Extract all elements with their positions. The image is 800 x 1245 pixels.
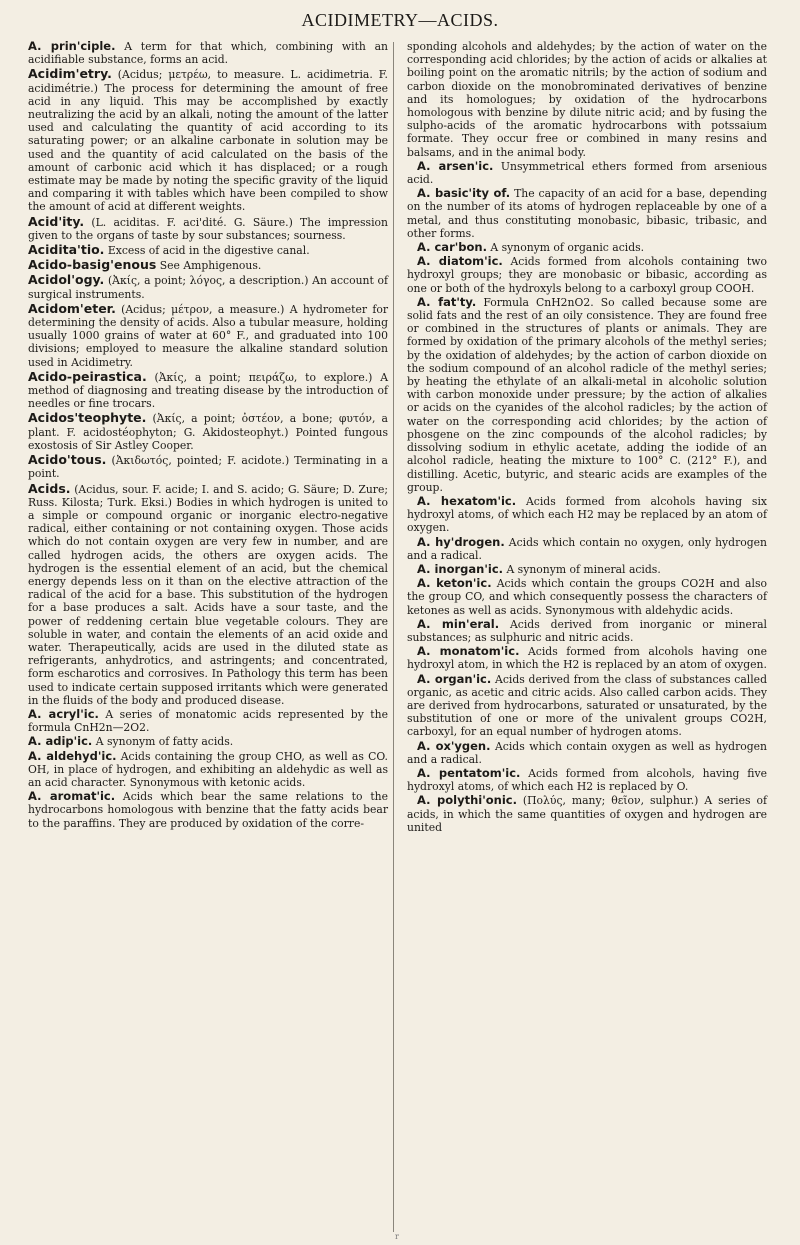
entry-definition: The capacity of an acid for a base, depending on the number of its atoms of hydrogen replaceable by one of a metal, and thus constituting monobasic, bibasic, tribasic, and other forms.	[407, 187, 768, 240]
dictionary-entry	[407, 495, 767, 535]
entry-headword: A. keton'ic.	[417, 576, 492, 591]
entry-definition: A synonym of fatty acids.	[92, 735, 234, 749]
entry-definition: Excess of acid in the digestive canal.	[104, 244, 310, 258]
entry-definition: (Ἀκίς, a point; λόγος, a description.) An account of surgical instruments.	[28, 274, 388, 301]
entry-definition: A synonym of mineral acids.	[503, 562, 661, 576]
entry-definition: (L. aciditas. F. aci'dité. G. Säure.) The impression given to the organs of taste by sour substances; sourness.	[28, 215, 388, 242]
entry-definition: (Acidus, sour. F. acide; I. and S. acido; G. Säure; D. Zure; Russ. Kilosta; Turk. Eksi.) Bodies in which hydrogen is united to a simple or compound organic or inorganic electro-negative radical, either containing or not containing oxygen. Those acids which do not contain oxygen are very few in number, and are called hydrogen acids, the others are oxygen acids. The hydrogen is the essential element of an acid, but the chemical energy depends less on it than on the elective attraction of the radical of the acid for a base. This substitution of the hydrogen for a base produces a salt. Acids have a sour taste, and the power of reddening certain blue vegetable colours. They are soluble in water, and contain the elements of an acid oxide and water. Therapeutically, acids are used in the diluted state as refrigerants, anhydrotics, and astringents; and concentrated, form escharotics and corrosives. In Pathology this term has been used to indicate certain supposed irritants which were generated in the fluids of the body and produced disease.	[28, 482, 388, 707]
dictionary-entry	[28, 370, 388, 411]
column-divider	[393, 42, 394, 1232]
dictionary-entry	[407, 577, 767, 617]
entry-headword: Acidim'etry.	[28, 66, 112, 82]
entry-definition: (Acidus; μετρέω, to measure. L. acidimetria. F. acidimétrie.) The process for determining the amount of free acid in any liquid. This may be accomplished by exactly neutralizing the acid by an alkali, noting the amount of the latter used and calculating the quantity of acid according to its saturating power; or an alkaline carbonate in solution may be used and the quantity of acid calculated on the basis of the amount of carbonic acid which it has displaced; or a rough estimate may be made by noting the specific gravity of the liquid and comparing it with tables which have been compiled to show the amount of acid at different weights.	[28, 68, 388, 214]
entry-headword: Acido-basig'enous	[28, 257, 157, 273]
entry-headword: Acids.	[28, 480, 71, 496]
entry-definition: Acids containing the group CHO, as well as CO. OH, in place of hydrogen, and exhibiting an aldehydic as well as an acid character. Synonymous with ketonic acids.	[28, 749, 388, 789]
entry-definition: Acids formed from alcohols having one hydroxyl atom, in which the H2 is replaced by an atom of oxygen.	[407, 645, 767, 672]
entry-headword: A. hy'drogen.	[417, 534, 505, 549]
entry-definition: Acids which contain the groups CO2H and also the group CO, and which consequently possess the characters of ketones as well as acids. Synonymous with aldehydic acids.	[407, 577, 767, 617]
entry-headword: A. hexatom'ic.	[417, 493, 517, 508]
dictionary-entry	[28, 302, 388, 369]
entry-headword: Acido'tous.	[28, 452, 107, 468]
dictionary-entry	[407, 794, 767, 834]
dictionary-entry	[407, 187, 767, 240]
entry-headword: A. organ'ic.	[417, 671, 492, 686]
entry-definition: Acids formed from alcohols containing two hydroxyl groups; they are monobasic or bibasic, according as one or both of the hydroxyls belong to a carboxyl group COOH.	[407, 255, 768, 295]
entry-headword: A. aromat'ic.	[28, 789, 116, 804]
dictionary-entry	[407, 618, 767, 644]
entry-headword: A. acryl'ic.	[28, 706, 99, 721]
entry-definition: See Amphigenous.	[156, 259, 262, 273]
dictionary-entry	[28, 273, 388, 300]
entry-definition: A series of monatomic acids represented by the formula CnH2n—2O2.	[28, 707, 388, 735]
dictionary-entry	[407, 673, 767, 739]
entry-definition: Acids formed from alcohols having six hydroxyl atoms, of which each H2 may be replaced by an atom of oxygen.	[407, 494, 767, 535]
page-title: ACIDIMETRY—ACIDS.	[301, 10, 499, 30]
entry-headword: A. polythi'onic.	[417, 793, 517, 808]
dictionary-entry	[28, 790, 388, 830]
entry-headword: Acidol'ogy.	[28, 272, 105, 288]
entry-headword: A. aldehyd'ic.	[28, 748, 117, 763]
entry-headword: A. pentatom'ic.	[417, 765, 521, 780]
entry-headword: A. car'bon.	[417, 240, 487, 255]
entry-headword: A. arsen'ic.	[417, 158, 494, 173]
entry-headword: Acid'ity.	[28, 213, 85, 229]
dictionary-entry	[28, 40, 388, 66]
right-column	[407, 40, 767, 835]
dictionary-entry	[407, 767, 767, 793]
entry-headword: A. prin'ciple.	[28, 39, 116, 53]
dictionary-entry	[407, 296, 767, 494]
entry-headword: Acidom'eter.	[28, 300, 116, 316]
dictionary-entry	[28, 453, 388, 480]
entry-definition: Acids formed from alcohols, having five hydroxyl atoms, of which each H2 is replaced by O.	[407, 766, 767, 794]
dictionary-entry	[407, 563, 767, 576]
dictionary-entry	[28, 750, 388, 790]
left-column	[28, 40, 388, 831]
entry-definition: sponding alcohols and aldehydes; by the action of water on the corresponding acid chlorides; by the action of acids or alkalies at boiling point on the aromatic nitrils; by the action of sodium and carbon dioxide on the monobrominated derivatives of benzine and its homologues; by oxidation of the hydrocarbons homologous with benzine by dilute nitric acid; and by fusing the sulpho-acids of the aromatic hydrocarbons with potssaium formate. They occur free or combined in many resins and balsams, and in the animal body.	[407, 40, 767, 159]
dictionary-entry	[28, 735, 388, 748]
dictionary-entry	[407, 160, 767, 186]
entry-definition: (Acidus; μέτρον, a measure.) A hydrometer for determining the density of acids. Also a tubular measure, holding usually 1000 grains of water at 60° F., and graduated into 100 divisions; employed to measure the alkaline standard solution used in Acidimetry.	[28, 302, 388, 369]
entry-headword: Acido-peirastica.	[28, 368, 147, 384]
dictionary-entry	[28, 482, 388, 707]
dictionary-entry	[407, 536, 767, 562]
dictionary-entry	[28, 67, 388, 213]
dictionary-entry	[407, 740, 767, 766]
entry-headword: A. ox'ygen.	[417, 738, 491, 753]
entry-definition: Formula CnH2nO2. So called because some are solid fats and the rest of an oily consistence. They are found free or combined in the structures of plants or animals. They are formed by oxidation of the primary alcohols of the methyl series; by the oxidation of aldehydes; by the action of carbon dioxide on the sodium compound of an alcohol radicle of the methyl series; by heating the ethylate of an alkali-metal in alcoholic solution with carbon monoxide under pressure; by the action of alkalies or acids on the cyanides of the alcohol radicles; by the action of water on the corresponding acid chlorides; by the action of phosgene on the zinc compounds of the alcohol radicles; by dissolving sodium in ethylic acetate, adding the iodide of an alcohol radicle, heating the mixture to 100° C. (212° F.), and distilling. Acetic, butyric, and stearic acids are examples of the group.	[407, 295, 767, 494]
entry-headword: A. diatom'ic.	[417, 254, 503, 269]
dictionary-entry	[28, 215, 388, 242]
entry-definition: Acids which contain oxygen as well as hydrogen and a radical.	[407, 739, 767, 766]
entry-definition: Acids derived from inorganic or mineral substances; as sulphuric and nitric acids.	[407, 617, 768, 644]
entry-definition: A synonym of organic acids.	[486, 241, 645, 255]
dictionary-entry-continued	[407, 40, 767, 159]
entry-definition: Acids which bear the same relations to the hydrocarbons homologous with benzine that the fatty acids bear to the paraffins. They are produced by oxidation of the corre-	[28, 790, 388, 830]
entry-headword: A. min'eral.	[417, 616, 500, 631]
entry-headword: A. monatom'ic.	[417, 644, 520, 659]
entry-definition: A term for that which, combining with an acidifiable substance, forms an acid.	[28, 40, 388, 67]
dictionary-entry	[407, 241, 767, 254]
entry-definition: (Ἀκιδωτός, pointed; F. acidote.) Terminating in a point.	[28, 454, 388, 481]
entry-definition: (Ἀκίς, a point; ὀστέον, a bone; φυτόν, a plant. F. acidostéophyton; G. Akidosteophyt.) Pointed fungous exostosis of Sir Astley Cooper.	[28, 412, 388, 452]
dictionary-entry	[28, 708, 388, 734]
footer-mark: r	[395, 1232, 399, 1241]
entry-definition: (Ἀκίς, a point; πειράζω, to explore.) A method of diagnosing and treating disease by the introduction of needles or fine trocars.	[28, 370, 388, 411]
dictionary-entry	[407, 645, 767, 671]
entry-definition: Acids which contain no oxygen, only hydrogen and a radical.	[407, 535, 767, 562]
entry-headword: A. basic'ity of.	[417, 186, 511, 201]
entry-headword: Acidita'tio.	[28, 242, 105, 258]
entry-headword: A. adip'ic.	[28, 734, 93, 749]
entry-headword: A. inorgan'ic.	[417, 561, 504, 576]
entry-definition: (Πολύς, many; θεῖον, sulphur.) A series of acids, in which the same quantities of oxygen and hydrogen are united	[407, 794, 767, 834]
dictionary-entry	[407, 255, 767, 295]
dictionary-entry	[28, 411, 388, 452]
entry-definition: Acids derived from the class of substances called organic, as acetic and citric acids. Also called carbon acids. They are derived from hydrocarbons, saturated or unsaturated, by the substitution of one or more of the univalent groups CO2H, carboxyl, for an equal number of hydrogen atoms.	[407, 672, 767, 739]
entry-headword: Acidos'teophyte.	[28, 410, 147, 426]
dictionary-entry	[28, 243, 388, 257]
dictionary-entry	[28, 258, 388, 272]
entry-definition: Unsymmetrical ethers formed from arsenious acid.	[407, 159, 767, 187]
entry-headword: A. fat'ty.	[417, 294, 477, 309]
